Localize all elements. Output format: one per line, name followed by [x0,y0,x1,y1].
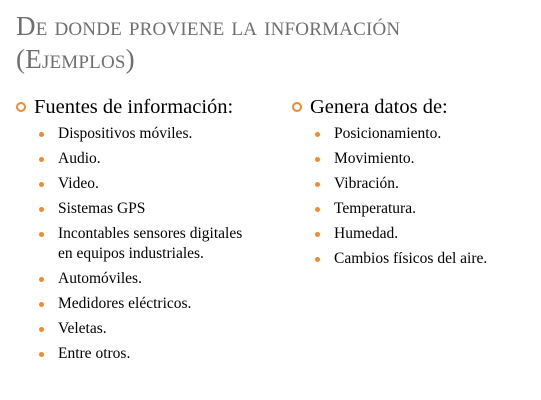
bullet-dot-icon [39,352,44,357]
list-item [16,149,276,169]
slide-title-line-2: (Ejemplos) [16,44,135,74]
list-item [16,269,276,289]
list-item [16,294,276,314]
bullet-dot-icon [315,132,320,137]
bullet-dot-icon [39,157,44,162]
list-item-text: Dispositivos móviles. [58,125,193,142]
bullet-dot-icon [315,232,320,237]
list-item [16,199,276,219]
bullet-dot-icon [39,182,44,187]
list-item-text: Humedad. [334,225,399,242]
bullet-dot-icon [39,302,44,307]
bullet-dot-icon [39,132,44,137]
list-item [292,199,537,219]
hollow-circle-icon [292,102,302,112]
bullet-dot-icon [39,277,44,282]
list-item [292,249,537,269]
list-item-text: Medidores eléctricos. [58,295,192,312]
sources-heading-text: Fuentes de información: [34,96,234,118]
list-item [16,124,276,144]
list-item-text: Sistemas GPS [58,200,146,217]
list-item-text: Incontables sensores digitales en equipos industriales. [58,225,243,262]
list-item-text: Automóviles. [58,270,142,287]
list-item [292,124,537,144]
bullet-dot-icon [315,182,320,187]
list-item [16,344,276,364]
bullet-dot-icon [315,207,320,212]
data-types-column [292,94,537,274]
list-item [292,174,537,194]
list-item-text: Temperatura. [334,200,416,217]
bullet-dot-icon [315,157,320,162]
list-item-text: Veletas. [58,320,107,337]
data-types-heading [292,94,537,120]
bullet-dot-icon [39,207,44,212]
bullet-dot-icon [39,232,44,237]
sources-column [16,94,276,369]
data-types-list [292,124,537,269]
sources-list [16,124,276,364]
list-item-text: Entre otros. [58,345,131,362]
hollow-circle-icon [16,102,26,112]
list-item-text: Vibración. [334,175,399,192]
slide-title [16,10,526,76]
list-item-text: Posicionamiento. [334,125,442,142]
bullet-dot-icon [315,257,320,262]
list-item [16,174,276,194]
data-types-heading-text: Genera datos de: [310,96,448,118]
list-item-text: Movimiento. [334,150,415,167]
list-item [292,224,537,244]
slide-title-line-1: De donde proviene la información [16,11,401,41]
sources-heading [16,94,276,120]
list-item-text: Audio. [58,150,101,167]
list-item [16,224,258,264]
bullet-dot-icon [39,327,44,332]
list-item [16,319,276,339]
list-item-text: Video. [58,175,99,192]
list-item-text: Cambios físicos del aire. [334,250,488,267]
list-item [292,149,537,169]
